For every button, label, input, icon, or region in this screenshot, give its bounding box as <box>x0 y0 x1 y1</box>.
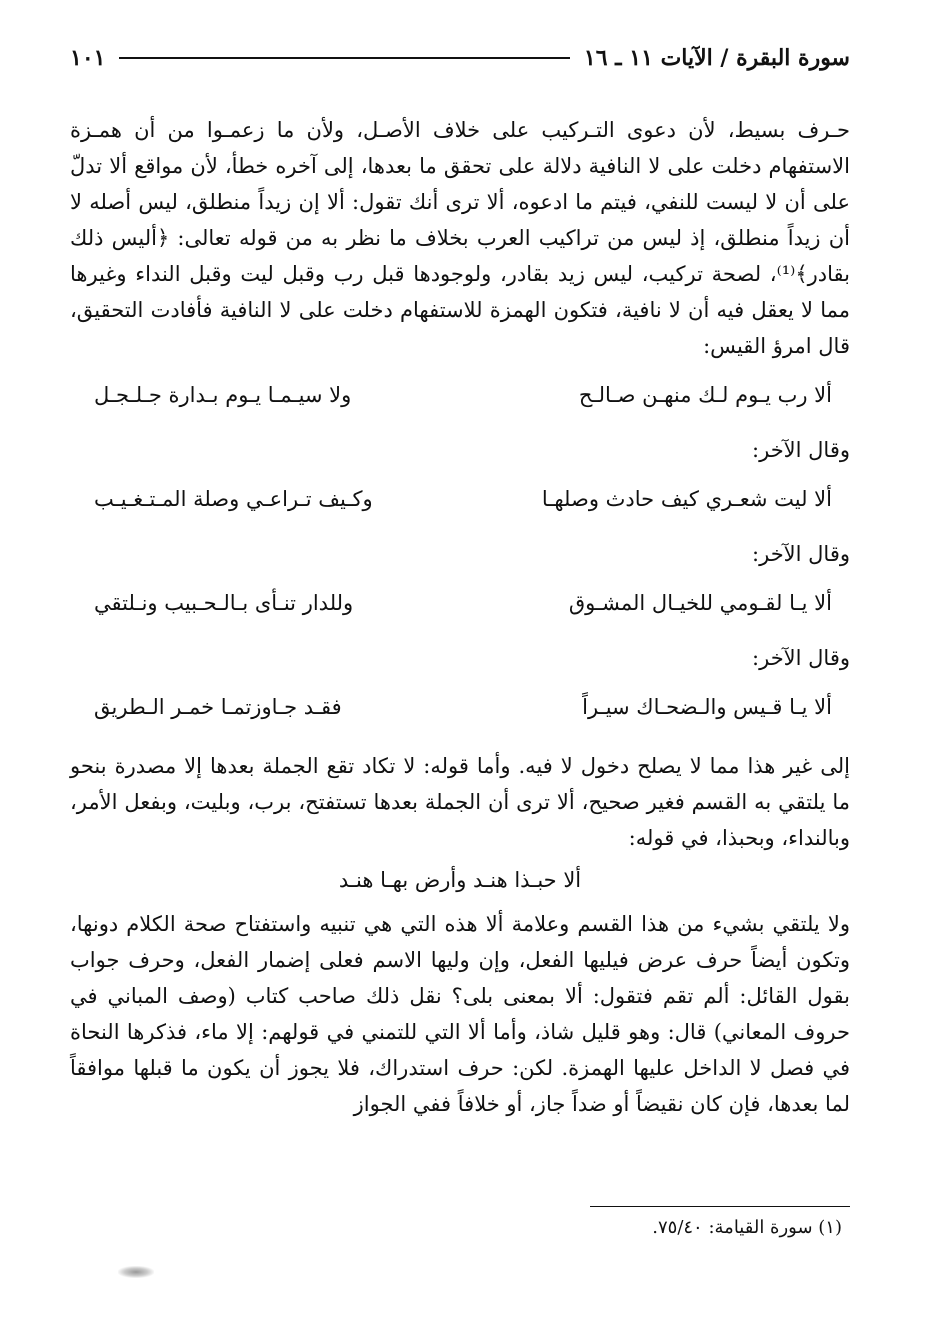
single-verse: ألا حبـذا هنـد وأرض بهـا هنـد <box>338 868 582 892</box>
footnotes <box>70 1206 850 1238</box>
verse-4 <box>70 676 850 738</box>
footnote-rule <box>590 1206 850 1207</box>
paragraph-2: إلى غير هذا مما لا يصلح دخول لا فيه. وأما قوله: لا تكاد تقع الجملة بعدها إلا مصدرة بنحو ما يلتقي به القسم فغير صحيح، ألا ترى أن الجملة بعدها تستفتح، برب، وبليت، وبفعل الأمر، وبالنداء، وبحبذا، في قوله: <box>70 754 850 850</box>
verse-4-intro: وقال الآخر: <box>752 646 850 670</box>
verse-3-intro: وقال الآخر: <box>752 542 850 566</box>
page-header <box>70 38 850 78</box>
verse-2-second-hemistich: وكـيف تـراعـي وصلة المـتـغـيـب <box>94 487 373 511</box>
verse-4-first-hemistich: ألا يـا قـيس والـضحـاك سيـراً <box>582 695 832 719</box>
verse-4-second-hemistich: فقـد جـاوزتمـا خمـر الـطريق <box>94 695 342 719</box>
verse-2-first-hemistich: ألا ليت شعـري كيف حادث وصلهـا <box>541 487 832 511</box>
footnote-1: (١) سورة القيامة: ٧٥/٤٠. <box>652 1217 842 1238</box>
ink-smudge <box>118 1266 154 1278</box>
verse-3-first-hemistich: ألا يـا لقـومي للخيـال المشـوق <box>568 591 832 615</box>
paragraph-1: حـرف بسيط، لأن دعوى التـركيب على خلاف الأصـل، ولأن ما زعمـوا من أن همـزة الاستفهام دخلت على لا النافية دلالة على تحقق ما بعدها، إلى آخره خطأ، لأن مواقع ألا تدلّ على أن لا ليست للنفي، فيتم ما ادعوه، ألا ترى أنك تقول: ألا إن زيداً منطلق، ليس أصله لا أن زيداً منطلق، إذ ليس من تراكيب العرب بخلاف ما نظر به من قوله تعالى: ﴿أليس ذلك بقادر﴾⁽¹⁾، لصحة تركيب، ليس زيد بقادر، ولوجودها قبل رب وقبل ليت وقبل النداء وغيرها مما لا يعقل فيه أن لا نافية، فتكون الهمزة للاستفهام دخلت على لا النافية فأفادت التحقيق، قال امرؤ القيس: <box>70 118 851 358</box>
verse-3-second-hemistich: وللدار تنـأى بـالـحـبيب ونـلتقي <box>94 591 354 615</box>
header-rule <box>119 57 569 59</box>
verse-3 <box>70 572 850 634</box>
verse-1 <box>70 364 850 426</box>
verse-1-second-hemistich: ولا سيـمـا يـوم بـدارة جـلـجـل <box>94 383 352 407</box>
running-title: سورة البقرة / الآيات ١١ ـ ١٦ <box>583 45 850 71</box>
verse-2-intro: وقال الآخر: <box>752 438 850 462</box>
verse-1-first-hemistich: ألا رب يـوم لـك منهـن صـالـح <box>578 383 832 407</box>
page-number: ١٠١ <box>70 45 106 71</box>
paragraph-3: ولا يلتقي بشيء من هذا القسم وعلامة ألا هذه التي هي تنبيه واستفتاح صحة الكلام دونها، وتكون أيضاً حرف عرض فيليها الفعل، وإن وليها الاسم فعلى إضمار الفعل، وحرف جواب بقول القائل: ألم تقم فتقول: ألا بمعنى بلى؟ نقل ذلك صاحب كتاب (وصف المباني في حروف المعاني) قال: وهو قليل شاذ، وأما ألا التي للتمني في قولهم: إلا ماء، فذكرها النحاة في فصل لا الداخل عليها الهمزة. لكن: حرف استدراك، فلا يجوز أن يكون ما قبلها موافقاً لما بعدها، فإن كان نقيضاً أو ضداً جاز، أو خلافاً ففي الجواز <box>70 912 850 1116</box>
verse-2 <box>70 468 850 530</box>
main-text <box>70 112 850 1122</box>
